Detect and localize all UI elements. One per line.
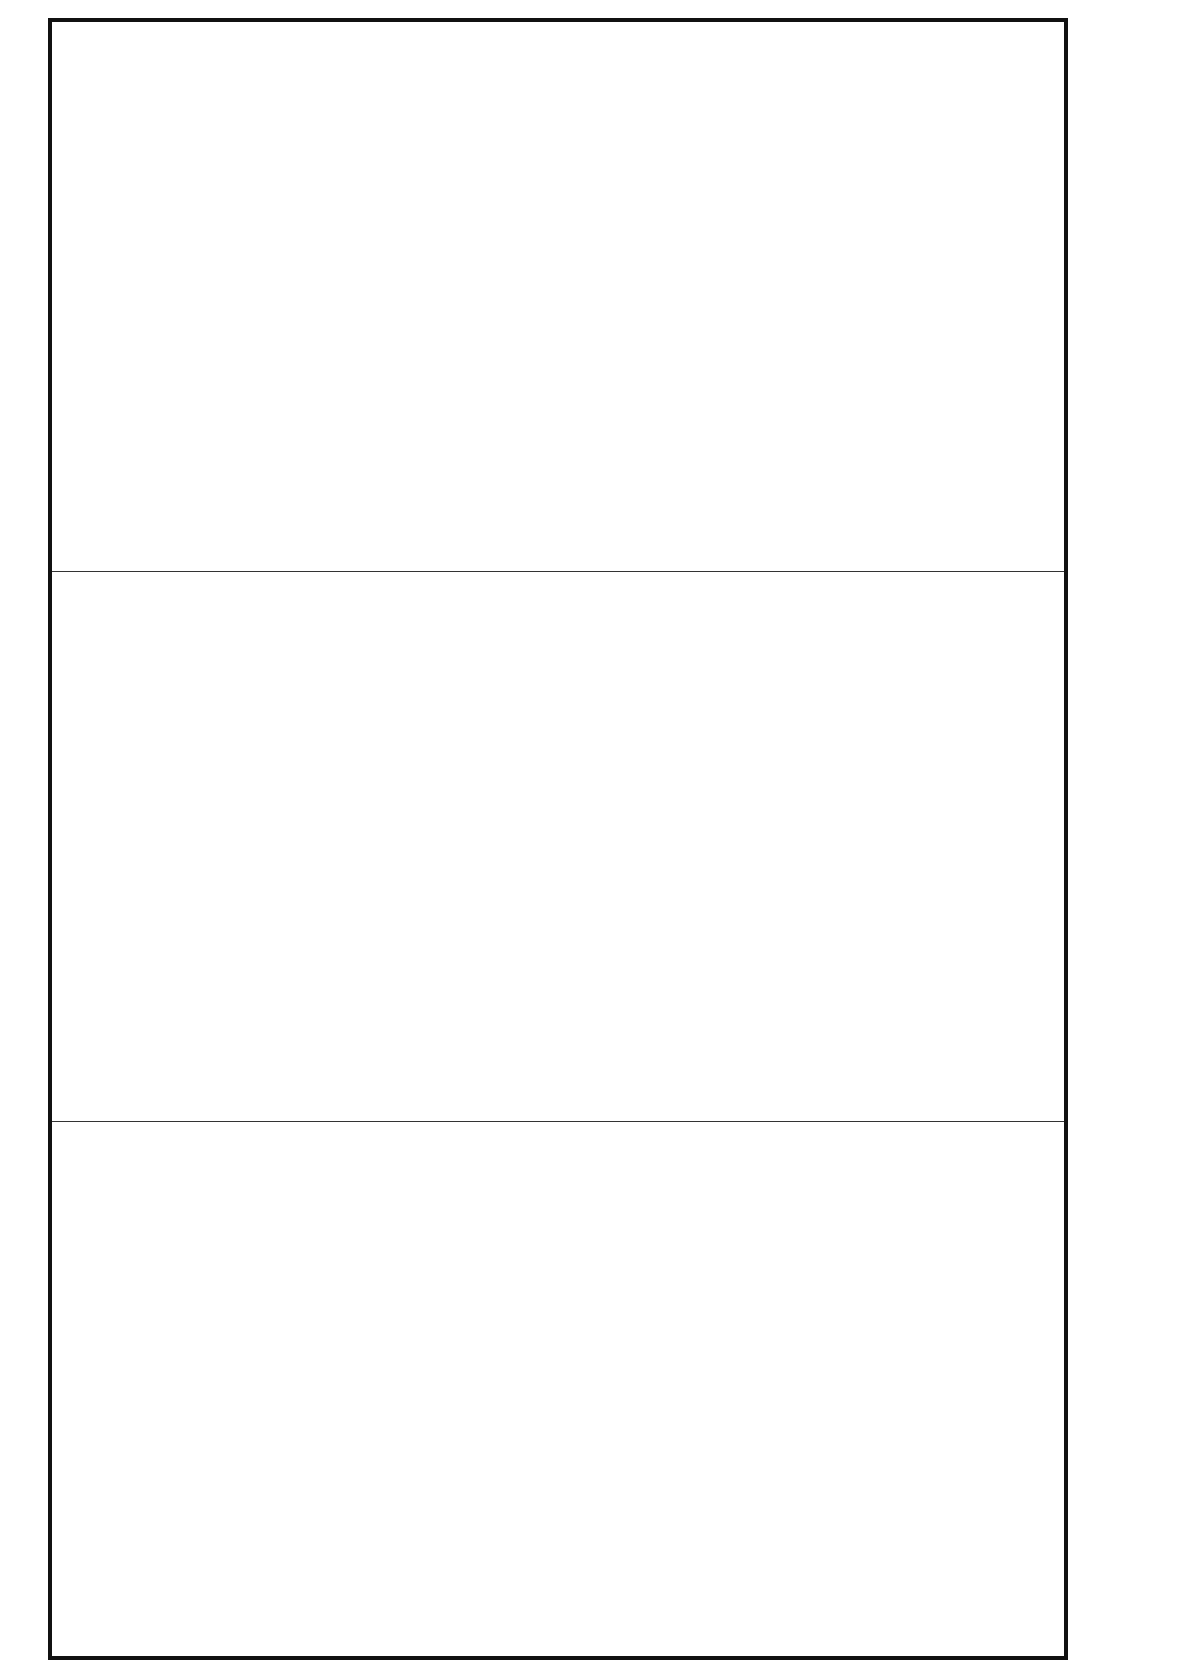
confession-text-panel xyxy=(52,22,1064,572)
scripture-page-frame xyxy=(48,18,1068,1660)
litany-panel-upper xyxy=(52,572,1064,1122)
litany-panel-lower xyxy=(52,1122,1064,1660)
